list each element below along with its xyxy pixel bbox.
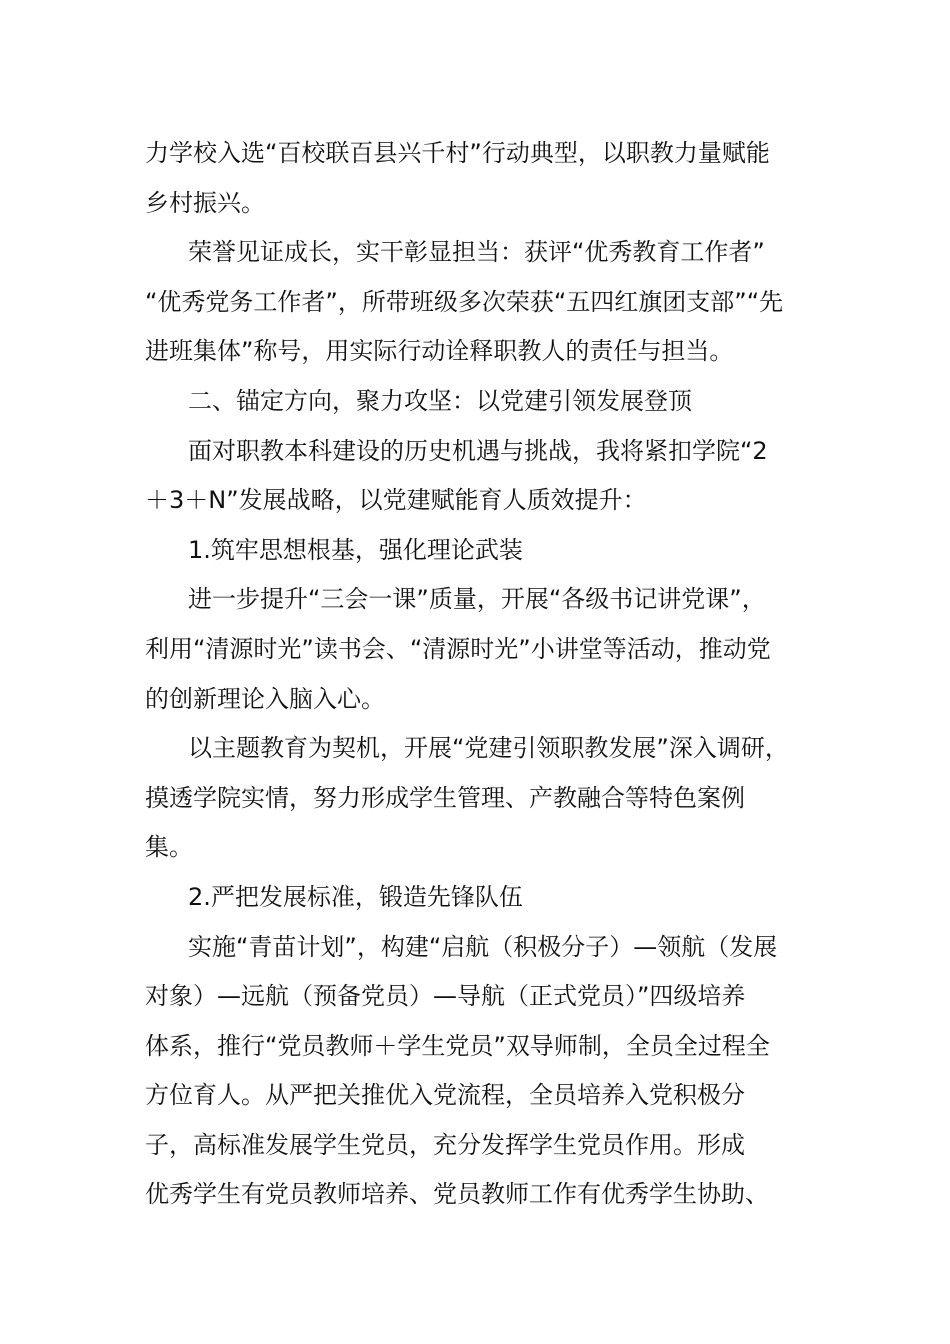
subsection-heading: 1.筑牢思想根基，强化理论武装 [188,535,523,564]
text-line: 体系，推行“党员教师＋学生党员”双导师制，全员全过程全 [145,1031,770,1060]
subsection-heading: 2.严把发展标准，锻造先锋队伍 [188,882,523,911]
text-line: 子，高标准发展学生党员，充分发挥学生党员作用。形成 [145,1130,745,1159]
text-line: 集。 [145,833,193,862]
paragraph-start-line: 实施“青苗计划”，构建“启航（积极分子）—领航（发展 [188,932,778,961]
paragraph-start-line: 荣誉见证成长，实干彰显担当：获评“优秀教育工作者” [188,238,765,267]
section-heading: 二、锚定方向，聚力攻坚：以党建引领发展登顶 [188,386,692,415]
document-body [145,129,810,1220]
paragraph-start-line: 以主题教育为契机，开展“党建引领职教发展”深入调研， [188,734,789,763]
paragraph-start-line: 面对职教本科建设的历史机遇与挑战，我将紧扣学院“2 [188,436,768,465]
text-line: 进班集体”称号，用实际行动诠释职教人的责任与担当。 [145,337,734,366]
text-line: 力学校入选“百校联百县兴千村”行动典型，以职教力量赋能 [145,139,770,167]
text-line: 摸透学院实情，努力形成学生管理、产教融合等特色案例 [145,783,745,812]
paragraph-start-line: 进一步提升“三会一课”质量，开展“各级书记讲党课”， [188,585,766,614]
text-line: 的创新理论入脑入心。 [145,684,385,713]
text-line: ＋3＋N”发展战略，以党建赋能育人质效提升： [145,486,647,515]
text-line: 优秀学生有党员教师培养、党员教师工作有优秀学生协助、 [145,1180,769,1209]
text-line: 对象）—远航（预备党员）—导航（正式党员）”四级培养 [145,982,746,1011]
text-line: 利用“清源时光”读书会、“清源时光”小讲堂等活动，推动党 [145,634,771,663]
text-line: 方位育人。从严把关推优入党流程，全员培养入党积极分 [145,1081,745,1110]
text-line: 乡村振兴。 [145,188,265,217]
text-line: “优秀党务工作者”，所带班级多次荣获“五四红旗团支部”“先 [145,287,784,316]
